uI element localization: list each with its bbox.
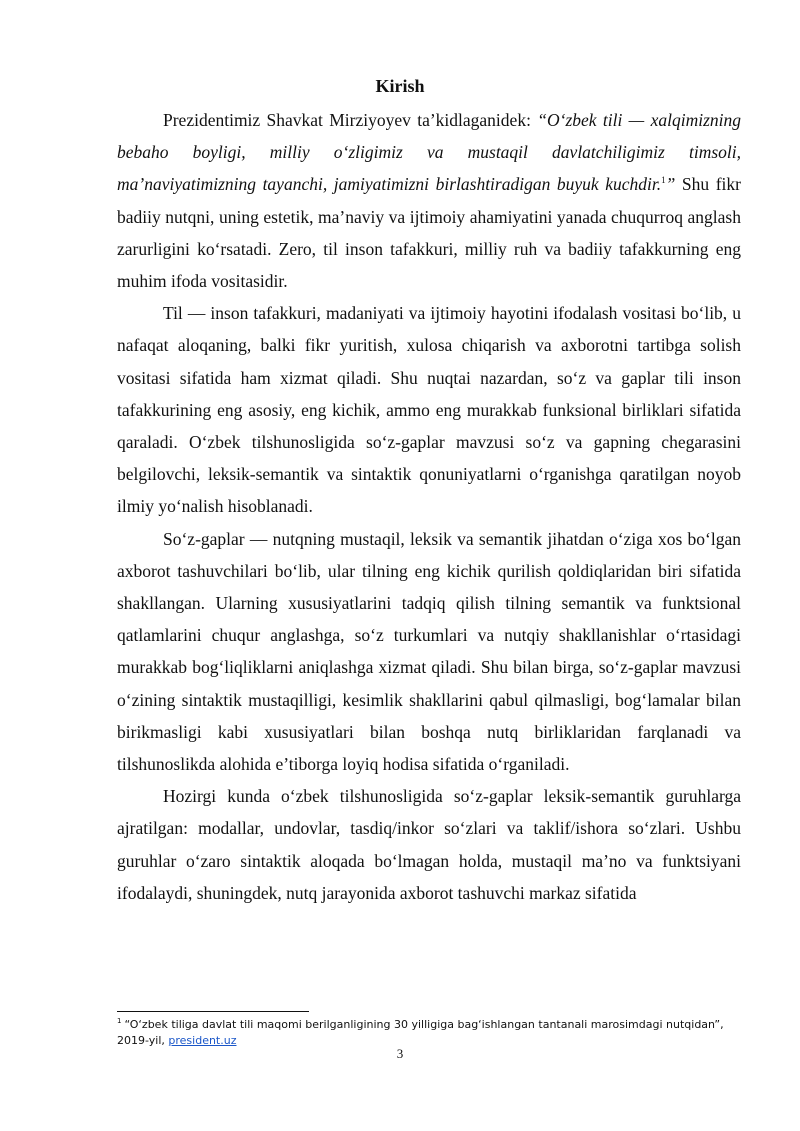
footnote: [117, 1017, 747, 1049]
paragraph-1-intro: Prezidentimiz Shavkat Mirziyoyev ta’kidlaganidek:: [163, 110, 538, 130]
paragraph-4: Hozirgi kunda o‘zbek tilshunosligida so‘z-gaplar leksik-semantik guruhlarga ajratilgan: modallar, undovlar, tasdiq/inkor so‘zlari va taklif/ishora so‘zlari. Ushbu guruhlar o‘zaro sintaktik aloqada bo‘lmagan holda, mustaqil ma’no va funktsiyani ifodalaydi, shuningdek, nutq jarayonida axborot tashuvchi markaz sifatida: [117, 786, 741, 903]
body-text: [117, 104, 741, 909]
paragraph-1-rest: Shu fikr badiiy nutqni, uning estetik, ma’naviy va ijtimoiy ahamiyatini yanada chuqurroq anglash zarurligini ko‘rsatadi. Zero, til inson tafakkuri, milliy ruh va badiiy tafakkurning eng muhim ifoda vositasidir.: [117, 174, 741, 292]
footnote-link[interactable]: president.uz: [168, 1034, 237, 1047]
paragraph-3: So‘z-gaplar — nutqning mustaqil, leksik va semantik jihatdan o‘ziga xos bo‘lgan axborot tashuvchilari bo‘lib, ular tilning eng kichik qurilish qoldiqlaridan biri sifatida shakllangan. Ularning xususiyatlarini tadqiq qilish tilning semantik va funktsional qatlamlarini chuqur anglashga, so‘z turkumlari va nutqiy shakllanishlar o‘rtasidagi murakkab bog‘liqliklarni aniqlashga xizmat qiladi. Shu bilan birga, so‘z-gaplar mavzusi o‘zining sintaktik mustaqilligi, kesimlik shakllarini qabul qilmasligi, bog‘lamalar bilan birikmasligi kabi xususiyatlari bilan boshqa nutq birliklaridan farqlanadi va tilshunoslikda alohida e’tiborga loyiq hodisa sifatida o‘rganiladi.: [117, 528, 741, 775]
quote-closing-mark: ”: [665, 174, 676, 195]
page-number: 3: [396, 1046, 404, 1061]
footnote-text: “O‘zbek tiliga davlat tili maqomi berilganligining 30 yilligiga bag‘ishlangan tantanali marosimdagi nutqidan”, 2019-yil,: [117, 1018, 724, 1047]
footnote-number: 1: [117, 1017, 122, 1026]
president-quote: “O‘zbek tili — xalqimizning bebaho boyligi, milliy o‘zligimiz va mustaqil davlatchiligimiz timsoli, ma’naviyatimizning tayanchi, jamiyatimizni birlashtiradigan buyuk kuchdir.: [117, 110, 741, 195]
footnote-reference[interactable]: 1: [661, 175, 666, 186]
paragraph-2: Til — inson tafakkuri, madaniyati va ijtimoiy hayotini ifodalash vositasi bo‘lib, u nafaqat aloqaning, balki fikr yuritish, xulosa chiqarish va axborotni tartibga solish vositasi sifatida ham xizmat qiladi. Shu nuqtai nazardan, so‘z va gaplar tili inson tafakkurining eng asosiy, eng kichik, ammo eng murakkab funksional birliklari sifatida qaraladi. O‘zbek tilshunosligida so‘z-gaplar mavzusi so‘z va gapning chegarasini belgilovchi, leksik-semantik va sintaktik qonuniyatlarni o‘rganishga qaratilgan noyob ilmiy yo‘nalish hisoblanadi.: [117, 303, 741, 517]
section-title: Kirish: [375, 76, 425, 96]
footnote-divider: [117, 1011, 309, 1012]
paragraph-1: [117, 104, 741, 297]
